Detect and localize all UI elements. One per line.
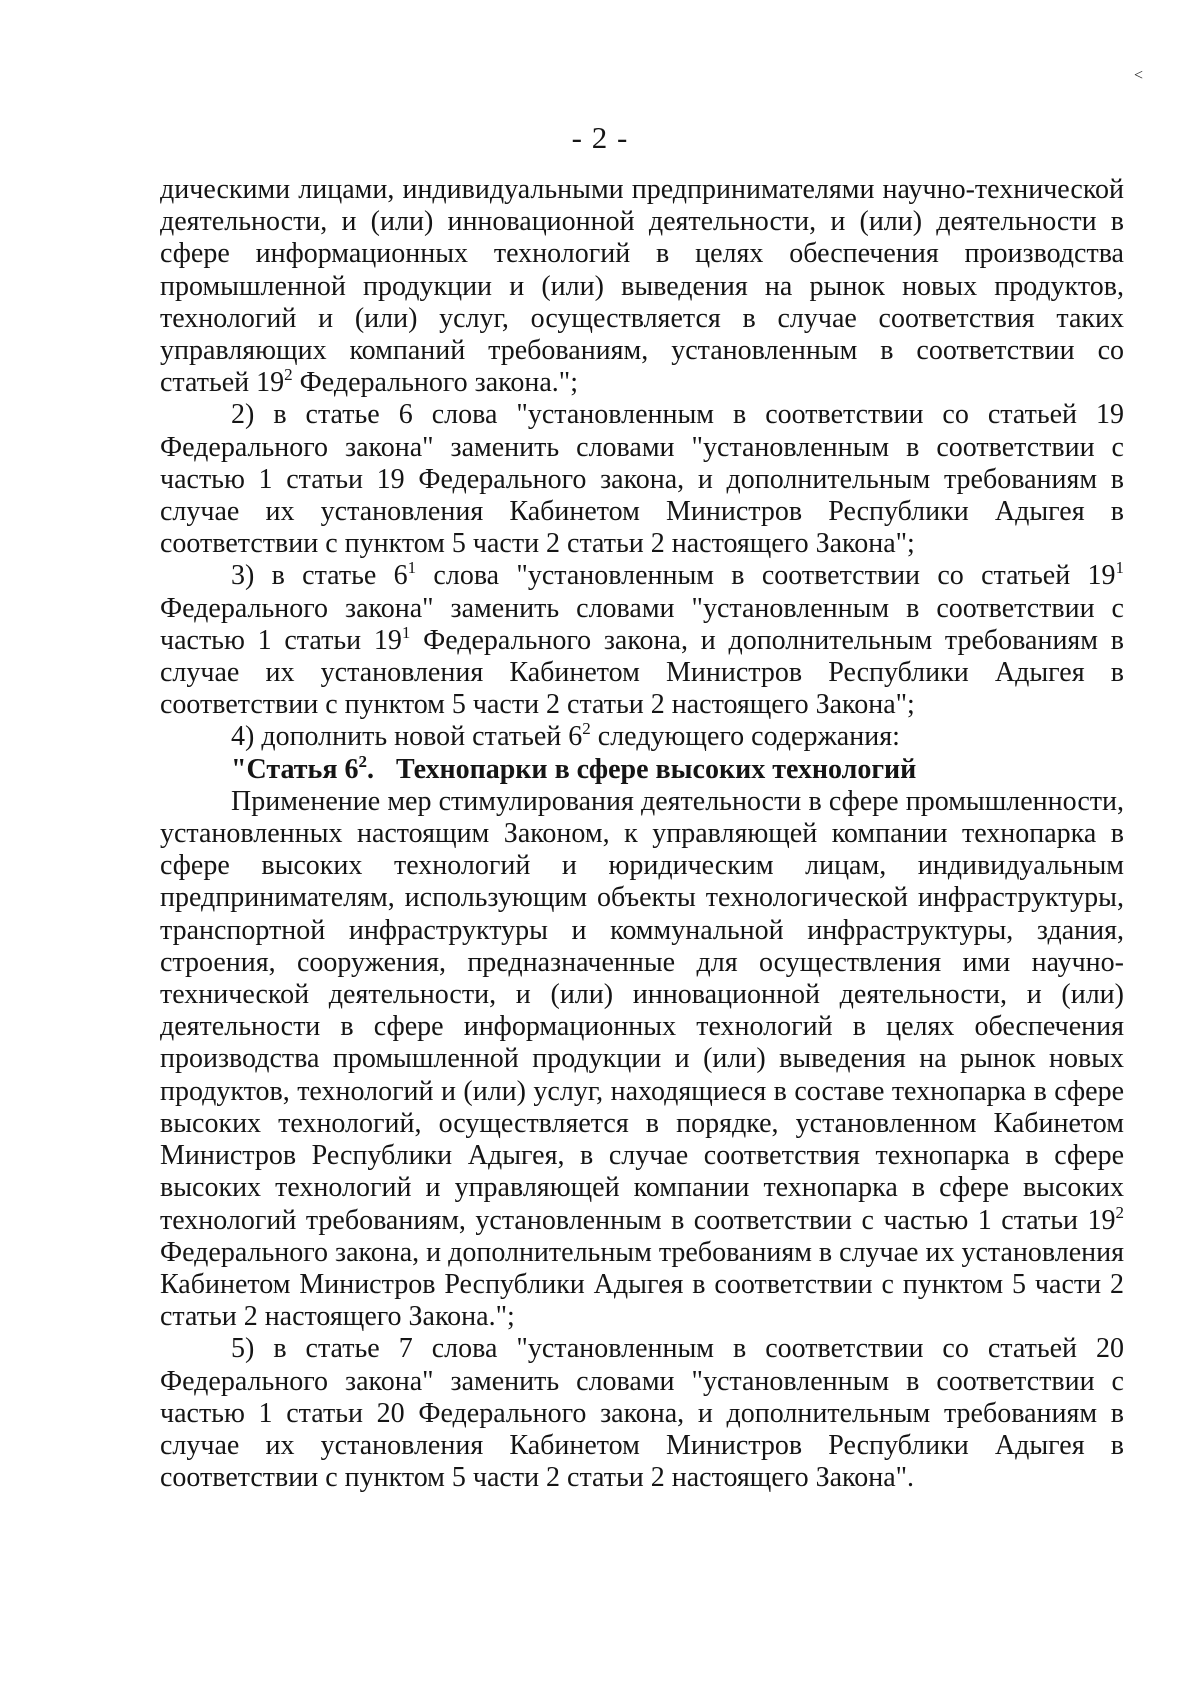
superscript: 1 (407, 558, 417, 578)
superscript: 1 (401, 622, 411, 642)
item-3-text-b: слова "установленным в соответствии со статьей 19 (416, 560, 1116, 592)
item-2-paragraph: 2) в статье 6 слова "установленным в соответствии со статьей 19 Федерального закона" заменить словами "установленным в соответствии с частью 1 статьи 19 Федерального закона, и дополнительным требованиям в случае их установления Кабинетом Министров Республики Адыгея в соответствии с пунктом 5 части 2 статьи 2 настоящего Закона"; (160, 399, 1124, 560)
superscript: 2 (582, 719, 591, 739)
article-body-paragraph (160, 786, 1124, 1333)
article-body-text-b: Федерального закона, и дополнительным требованиям в случае их установления Кабинетом Министров Республики Адыгея в соответствии с пунктом 5 части 2 статьи 2 настоящего Закона."; (160, 1236, 1124, 1333)
article-heading-number: "Статья 6 (231, 753, 359, 785)
superscript: 2 (358, 751, 367, 771)
superscript: 2 (1115, 1202, 1124, 1222)
article-body-text-a: Применение мер стимулирования деятельности в сфере промышленности, установленных настоящим Законом, к управляющей компании технопарка в сфере высоких технологий и юридическим лицам, индивидуальным предпринимателям, использующим объекты технологической инфраструктуры, транспортной инфраструктуры и коммунальной инфраструктуры, здания, строения, сооружения, предназначенные для осуществления ими научно-технической деятельности, и (или) инновационной деятельности, и (или) деятельности в сфере информационных технологий в целях обеспечения производства промышленной продукции и (или) выведения на рынок новых продуктов, технологий и (или) услуг, находящиеся в составе технопарка в сфере высоких технологий, осуществляется в порядке, установленном Кабинетом Министров Республики Адыгея, в случае соответствия технопарка в сфере высоких технологий и управляющей компании технопарка в сфере высоких технологий требованиям, установленным в соответствии с частью 1 статьи 19 (160, 785, 1124, 1236)
article-heading (160, 751, 1124, 786)
item-3-text-c: Федерального закона" заменить словами "установленным в соответствии с частью 1 статьи 19 (160, 592, 1124, 656)
item-3-text-d: Федерального закона, и дополнительным требованиям в случае их установления Кабинетом Министров Республики Адыгея в соответствии с пунктом 5 части 2 статьи 2 настоящего Закона"; (160, 624, 1124, 721)
article-heading-dot: . (366, 753, 374, 785)
superscript: 2 (284, 365, 293, 385)
item-4-text-a: 4) дополнить новой статьей 6 (231, 721, 583, 753)
item-3-paragraph (160, 560, 1124, 721)
continuation-paragraph (160, 174, 1124, 399)
item-4-text-b: следующего содержания: (590, 721, 900, 753)
continuation-text: дическими лицами, индивидуальными предпринимателями научно-технической деятельности, и (или) инновационной деятельности, и (или) деятельности в сфере информационных технологий в целях обеспечения производства промышленной продукции и (или) выведения на рынок новых продуктов, технологий и (или) услуг, осуществляется в случае соответствия таких управляющих компаний требованиям, установленным в соответствии со статьей 19 (160, 174, 1124, 399)
superscript: 1 (1115, 558, 1125, 578)
article-heading-title: Технопарки в сфере высоких технологий (395, 753, 917, 785)
item-5-paragraph: 5) в статье 7 слова "установленным в соответствии со статьей 20 Федерального закона" заменить словами "установленным в соответствии с частью 1 статьи 20 Федерального закона, и дополнительным требованиям в случае их установления Кабинетом Министров Республики Адыгея в соответствии с пунктом 5 части 2 статьи 2 настоящего Закона". (160, 1333, 1124, 1494)
item-3-text-a: 3) в статье 6 (231, 560, 408, 592)
document-body (160, 174, 1124, 1494)
page-number: - 2 - (571, 120, 629, 155)
continuation-tail: Федерального закона."; (292, 367, 578, 399)
item-4-paragraph (160, 721, 1124, 753)
scan-corner-mark: ˂ (1134, 67, 1144, 84)
